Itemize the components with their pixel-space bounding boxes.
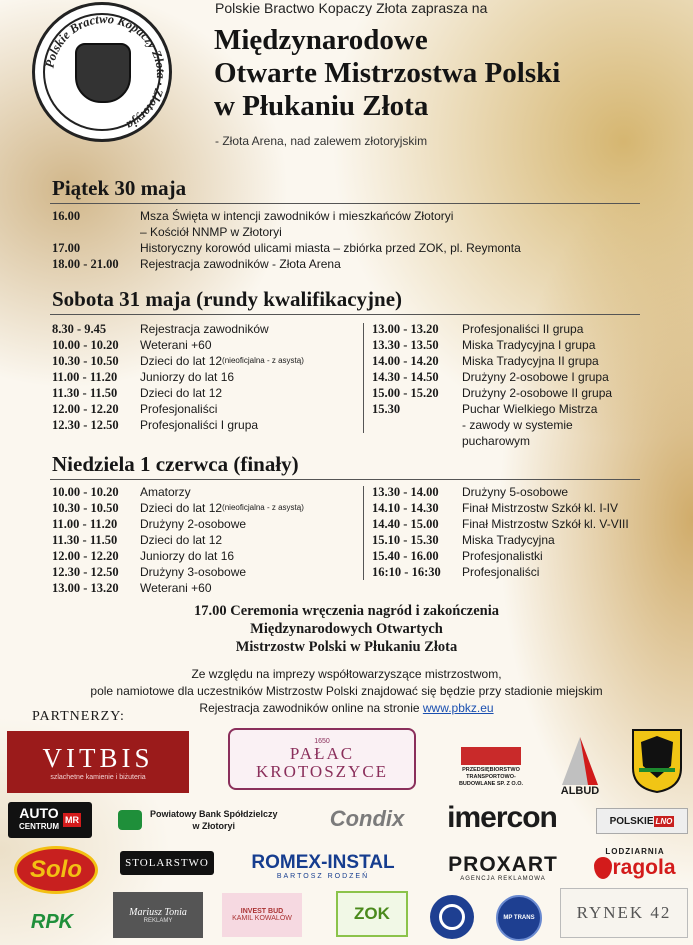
schedule-time: 15.00 - 15.20 bbox=[372, 386, 439, 400]
schedule-description: Rejestracja zawodników - Złota Arena bbox=[140, 257, 341, 271]
polskie-logo: POLSKIE LNO bbox=[596, 808, 688, 834]
schedule-time: 10.00 - 10.20 bbox=[52, 338, 119, 352]
schedule-time: 10.30 - 10.50 bbox=[52, 354, 119, 368]
schedule-description: Historyczny korowód ulicami miasta – zbiórka przed ZOK, pl. Reymonta bbox=[140, 241, 521, 255]
schedule-description: Finał Mistrzostw Szkół kl. I-IV bbox=[462, 501, 619, 515]
schedule-description: Msza Święta w intencji zawodników i mieszkańców Złotoryi bbox=[140, 209, 454, 223]
schedule-note: (nieoficjalna - z asystą) bbox=[222, 503, 304, 512]
schedule-description: Miska Tradycyjna I grupa bbox=[462, 338, 596, 352]
schedule-description: Miska Tradycyjna II grupa bbox=[462, 354, 599, 368]
schedule-description: – Kościół NNMP w Złotoryi bbox=[140, 225, 282, 239]
schedule-description: Drużyny 2-osobowe bbox=[140, 517, 247, 531]
schedule-row bbox=[52, 369, 234, 385]
schedule-description: Profesjonalistki bbox=[462, 549, 543, 563]
schedule-description: Profesjonaliści II grupa bbox=[462, 322, 584, 336]
schedule-row bbox=[52, 385, 222, 401]
schedule-row bbox=[52, 401, 217, 417]
schedule-row bbox=[372, 321, 583, 337]
schedule-time: 15.40 - 16.00 bbox=[372, 549, 439, 563]
saturday-heading: Sobota 31 maja (rundy kwalifikacyjne) bbox=[52, 287, 403, 311]
saturday-divider bbox=[50, 314, 640, 315]
schedule-description: Miska Tradycyjna bbox=[462, 533, 555, 547]
friday-heading: Piątek 30 maja bbox=[52, 176, 187, 200]
schedule-time: 13.30 - 14.00 bbox=[372, 485, 439, 499]
note-line-1: Ze względu na imprezy współtowarzyszące mistrzostwom, bbox=[191, 667, 502, 681]
schedule-description: Dzieci do lat 12 bbox=[140, 533, 223, 547]
schedule-row bbox=[372, 500, 618, 516]
note-line-3: Rejestracja zawodników online na stronie www.pbkz.eu bbox=[199, 701, 494, 715]
schedule-time: 8.30 - 9.45 bbox=[52, 322, 107, 336]
schedule-row bbox=[372, 532, 555, 548]
schedule-time: 12.00 - 12.20 bbox=[52, 549, 119, 563]
schedule-row bbox=[372, 564, 539, 580]
schedule-time: 10.30 - 10.50 bbox=[52, 501, 119, 515]
schedule-description: - zawody w systemie bbox=[462, 418, 573, 432]
schedule-description: Drużyny 2-osobowe II grupa bbox=[462, 386, 613, 400]
mp-trans-logo: MP TRANS bbox=[496, 895, 542, 941]
schedule-time bbox=[52, 224, 140, 240]
bank-icon bbox=[118, 810, 142, 830]
friday-divider bbox=[50, 203, 640, 204]
schedule-time: 14.10 - 14.30 bbox=[372, 501, 439, 515]
bractwo-logo bbox=[32, 2, 172, 142]
schedule-row bbox=[52, 208, 453, 224]
schedule-row bbox=[372, 548, 543, 564]
schedule-row bbox=[52, 353, 304, 369]
schedule-row bbox=[52, 564, 246, 580]
fragola-logo: LODZIARNIA ragola bbox=[582, 840, 688, 886]
ceremony-line-3: Mistrzostw Polski w Płukaniu Złota bbox=[235, 639, 458, 655]
svg-text:Polskie Bractwo Kopaczy Złota: Polskie Bractwo Kopaczy Złota · Złotoryja bbox=[42, 11, 169, 133]
proxart-logo: PROXART AGENCJA REKLAMOWA bbox=[448, 853, 558, 882]
schedule-row bbox=[372, 401, 597, 417]
schedule-time bbox=[372, 433, 462, 449]
schedule-description: Juniorzy do lat 16 bbox=[140, 370, 235, 384]
rpk-logo: RPK bbox=[30, 910, 74, 933]
imercon-logo: imercon bbox=[447, 801, 557, 834]
rynek-42-logo: RYNEK 42 bbox=[560, 888, 688, 938]
schedule-time: 11.00 - 11.20 bbox=[52, 370, 118, 384]
invest-bud-logo: INVEST BUD KAMIL KOWALÓW bbox=[222, 893, 302, 937]
bank-spoldzielczy-logo: Powiatowy Bank Spółdzielczy w Złotoryi bbox=[118, 802, 308, 838]
zok-logo: ZOK bbox=[336, 891, 408, 937]
albud-building-icon bbox=[558, 735, 602, 785]
schedule-description: Dzieci do lat 12 bbox=[140, 386, 223, 400]
schedule-description: Drużyny 2-osobowe I grupa bbox=[462, 370, 609, 384]
przedsiebiorstwo-logo: PRZEDSIĘBIORSTWO TRANSPORTOWO- BUDOWLANE SP. Z O.O. bbox=[452, 737, 530, 797]
schedule-time: 14.30 - 14.50 bbox=[372, 370, 439, 384]
schedule-description: Dzieci do lat 12 bbox=[140, 354, 223, 368]
schedule-row bbox=[372, 337, 595, 353]
note-line-2: pole namiotowe dla uczestników Mistrzostw Polski znajdować się będzie przy stadionie miejskim bbox=[90, 684, 603, 698]
schedule-row bbox=[52, 240, 521, 256]
schedule-row bbox=[52, 417, 258, 433]
schedule-row bbox=[372, 433, 530, 449]
schedule-row bbox=[52, 337, 212, 353]
schedule-row bbox=[52, 516, 246, 532]
sunday-divider bbox=[50, 479, 640, 480]
coat-of-arms-icon bbox=[628, 726, 686, 796]
romex-instal-logo: ROMEX-INSTAL BARTOSZ RODZEŃ bbox=[251, 851, 395, 880]
schedule-time bbox=[372, 417, 462, 433]
solo-logo: Solo bbox=[14, 846, 98, 894]
schedule-time: 13.30 - 13.50 bbox=[372, 338, 439, 352]
schedule-description: Drużyny 3-osobowe bbox=[140, 565, 247, 579]
albud-logo: ALBUD bbox=[552, 727, 608, 797]
schedule-time: 11.00 - 11.20 bbox=[52, 517, 118, 531]
schedule-time: 14.40 - 15.00 bbox=[372, 517, 439, 531]
bank-emblem-icon bbox=[430, 895, 474, 939]
schedule-row bbox=[372, 516, 629, 532]
schedule-row bbox=[52, 484, 191, 500]
auto-centrum-logo: AUTO CENTRUM MR bbox=[8, 802, 92, 838]
schedule-time: 15.30 bbox=[372, 402, 401, 416]
vitbis-logo: VITBIS szlachetne kamienie i biżuteria bbox=[7, 731, 189, 793]
schedule-time: 18.00 - 21.00 bbox=[52, 257, 119, 271]
schedule-description: pucharowym bbox=[462, 434, 531, 448]
schedule-time: 16.00 bbox=[52, 209, 81, 223]
schedule-row bbox=[52, 532, 222, 548]
schedule-description: Profesjonaliści I grupa bbox=[140, 418, 259, 432]
ceremony-line-2: Międzynarodowych Otwartych bbox=[250, 621, 443, 637]
stolarstwo-logo: STOLARSTWO bbox=[120, 851, 214, 875]
schedule-description: Profesjonaliści bbox=[462, 565, 540, 579]
strawberry-icon bbox=[594, 857, 612, 879]
schedule-description: Rejestracja zawodników bbox=[140, 322, 269, 336]
schedule-description: Weterani +60 bbox=[140, 338, 212, 352]
palac-krotoszyce-logo: 1650 PAŁAC KROTOSZYCE bbox=[228, 728, 416, 790]
schedule-description: Amatorzy bbox=[140, 485, 191, 499]
schedule-description: Weterani +60 bbox=[140, 581, 212, 595]
intro-text: Polskie Bractwo Kopaczy Złota zaprasza na bbox=[215, 0, 488, 16]
registration-link[interactable]: www.pbkz.eu bbox=[422, 701, 494, 715]
schedule-time: 11.30 - 11.50 bbox=[52, 533, 118, 547]
schedule-description: Finał Mistrzostw Szkół kl. V-VIII bbox=[462, 517, 629, 531]
condix-logo: Condix bbox=[329, 806, 405, 831]
partners-heading: PARTNERZY: bbox=[32, 709, 125, 724]
schedule-row bbox=[52, 500, 304, 516]
schedule-row bbox=[372, 385, 612, 401]
event-title: Międzynarodowe Otwarte Mistrzostwa Polski w Płukaniu Złota bbox=[214, 24, 561, 122]
schedule-description: Drużyny 5-osobowe bbox=[462, 485, 569, 499]
schedule-row bbox=[52, 580, 212, 596]
schedule-time: 11.30 - 11.50 bbox=[52, 386, 118, 400]
venue-subtitle: - Złota Arena, nad zalewem złotoryjskim bbox=[215, 134, 428, 148]
schedule-row bbox=[372, 484, 568, 500]
schedule-time: 13.00 - 13.20 bbox=[52, 581, 119, 595]
schedule-description: Dzieci do lat 12 bbox=[140, 501, 223, 515]
schedule-row bbox=[372, 369, 609, 385]
sunday-column-divider bbox=[363, 486, 364, 580]
schedule-time: 13.00 - 13.20 bbox=[372, 322, 439, 336]
schedule-note: (nieoficjalna - z asystą) bbox=[222, 356, 304, 365]
ceremony-line-1: 17.00 Ceremonia wręczenia nagród i zakończenia bbox=[194, 603, 499, 619]
schedule-time: 12.30 - 12.50 bbox=[52, 418, 119, 432]
logo-emblem-icon bbox=[75, 43, 131, 103]
schedule-time: 16:10 - 16:30 bbox=[372, 565, 441, 579]
schedule-row bbox=[52, 256, 341, 272]
schedule-time: 12.30 - 12.50 bbox=[52, 565, 119, 579]
schedule-time: 17.00 bbox=[52, 241, 81, 255]
schedule-description: Puchar Wielkiego Mistrza bbox=[462, 402, 598, 416]
schedule-time: 12.00 - 12.20 bbox=[52, 402, 119, 416]
schedule-row bbox=[372, 417, 573, 433]
schedule-row bbox=[52, 321, 269, 337]
saturday-column-divider bbox=[363, 323, 364, 433]
schedule-row bbox=[52, 224, 282, 240]
schedule-time: 15.10 - 15.30 bbox=[372, 533, 439, 547]
schedule-time: 14.00 - 14.20 bbox=[372, 354, 439, 368]
schedule-description: Juniorzy do lat 16 bbox=[140, 549, 235, 563]
muszkiet-logo: Mariusz Tonia REKLAMY bbox=[113, 892, 203, 938]
sunday-heading: Niedziela 1 czerwca (finały) bbox=[52, 452, 299, 476]
schedule-description: Profesjonaliści bbox=[140, 402, 218, 416]
schedule-row bbox=[372, 353, 599, 369]
schedule-time: 10.00 - 10.20 bbox=[52, 485, 119, 499]
schedule-row bbox=[52, 548, 234, 564]
truck-icon bbox=[461, 747, 521, 765]
